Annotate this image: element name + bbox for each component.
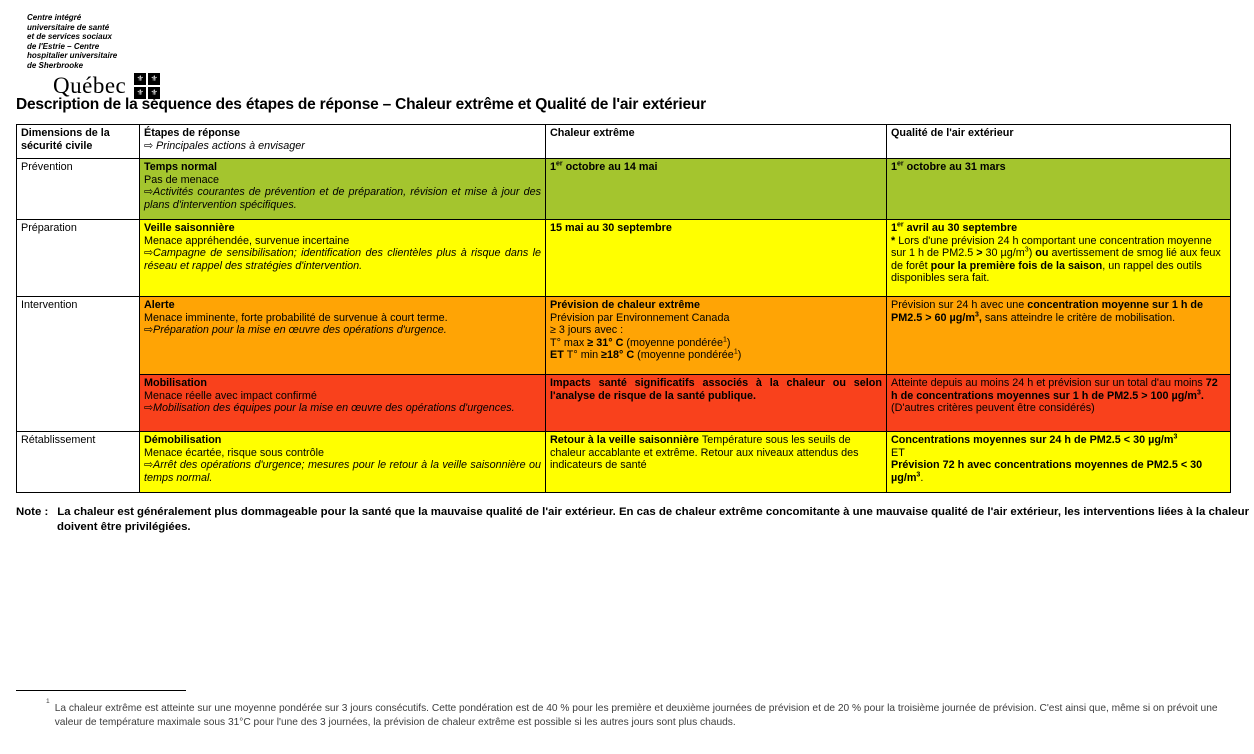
row-prevention: [17, 159, 1231, 220]
cell-mobilisation-etapes: Mobilisation Menace réelle avec impact confirmé ⇨Mobilisation des équipes pour la mise en œuvre des opérations d'urgences.: [140, 375, 546, 432]
flag-square-icon: ⚜: [134, 87, 146, 99]
header-etapes: Étapes de réponse ⇨ Principales actions à envisager: [140, 125, 546, 159]
header-qualite-air: Qualité de l'air extérieur: [887, 125, 1231, 159]
footnote-divider: [16, 690, 186, 691]
cell-retablissement-chaleur: Retour à la veille saisonnière Température sous les seuils de chaleur accablante et extrême. Retour aux niveaux attendus des indicateurs de santé: [546, 432, 887, 493]
cell-alerte-air: Prévision sur 24 h avec une concentration moyenne sur 1 h de PM2.5 > 60 $\mu g/m^3$, sans atteindre le critère de mobilisation.: [887, 297, 1231, 375]
row-retablissement: [17, 432, 1231, 493]
flag-square-icon: ⚜: [134, 73, 146, 85]
cell-preparation-air: 1er avril au 30 septembre * Lors d'une prévision 24 h comportant une concentration moyenne sur 1 h de PM2.5 > 30 $\mu g/m^3$) ou avertissement de smog lié aux feux de forêt pour la première fois de la saison, un rappel des outils disponibles sera fait.: [887, 220, 1231, 297]
page-title: Description de la séquence des étapes de réponse – Chaleur extrême et Qualité de l'air extérieur: [16, 96, 707, 113]
note-label: Note :: [16, 506, 49, 518]
note: [16, 505, 1254, 534]
row-alerte: [17, 297, 1231, 375]
row-label-retablissement: Rétablissement: [17, 432, 140, 493]
cell-mobilisation-air: Atteinte depuis au moins 24 h et prévision sur un total d'au moins 72 h de concentrations moyennes sur 1 h de PM2.5 > 100 $\mu g/m^3$. (D'autres critères peuvent être considérés): [887, 375, 1231, 432]
cell-mobilisation-chaleur: Impacts santé significatifs associés à la chaleur ou selon l'analyse de risque de la santé publique.: [546, 375, 887, 432]
footnote-text: La chaleur extrême est atteinte sur une moyenne pondérée sur 3 jours consécutifs. Cette pondération est de 40 % pour les première et deuxième journées de prévision et de 20 % pour la troisième journée de prévision. C'est ainsi que, même si on prévoit une valeur de température maximale sous 31°C pour l'une des 3 journées, la prévision de chaleur extrême est possible si les autres jours sont plus chauds.: [54, 703, 1218, 728]
cell-preparation-chaleur: 15 mai au 30 septembre: [546, 220, 887, 297]
org-name-line: de Sherbrooke: [27, 60, 84, 70]
row-label-prevention: Prévention: [17, 159, 140, 220]
cell-prevention-etapes: Temps normal Pas de menace ⇨Activités courantes de prévention et de préparation, révision et mise à jour des plans d'intervention spécifiques.: [140, 159, 546, 220]
table-header-row: [17, 125, 1231, 159]
org-name-line: hospitalier universitaire: [27, 51, 118, 60]
note-text: La chaleur est généralement plus dommageable pour la santé que la mauvaise qualité de l'air extérieur. En cas de chaleur extrême concomitante à une mauvaise qualité de l'air extérieur, les interventions liées à la chaleur doivent être privilégiées.: [57, 506, 1250, 533]
row-preparation: [17, 220, 1231, 297]
footnote: [16, 698, 1242, 729]
cell-prevention-chaleur: 1er octobre au 14 mai: [546, 159, 887, 220]
flag-square-icon: ⚜: [148, 73, 160, 85]
logo-block: [27, 13, 160, 99]
cell-prevention-air: 1er octobre au 31 mars: [887, 159, 1231, 220]
cell-alerte-etapes: Alerte Menace imminente, forte probabilité de survenue à court terme. ⇨Préparation pour la mise en œuvre des opérations d'urgence.: [140, 297, 546, 375]
flag-square-icon: ⚜: [148, 87, 160, 99]
footnote-marker: 1: [46, 698, 50, 705]
row-label-intervention: Intervention: [17, 297, 140, 432]
row-label-preparation: Préparation: [17, 220, 140, 297]
org-name-line: de l'Estrie – Centre: [27, 41, 100, 51]
cell-retablissement-etapes: Démobilisation Menace écartée, risque sous contrôle ⇨Arrêt des opérations d'urgence; mesures pour le retour à la veille saisonnière ou temps normal.: [140, 432, 546, 493]
org-name-line: et de services sociaux: [27, 32, 112, 41]
cell-alerte-chaleur: Prévision de chaleur extrême Prévision par Environnement Canada ≥ 3 jours avec : T° max ≥ 31° C (moyenne pondérée$^1$) ET T° min ≥18° C (moyenne pondérée$^1$): [546, 297, 887, 375]
org-name-line: universitaire de santé: [27, 22, 110, 32]
quebec-wordmark: Québec: [53, 73, 127, 98]
org-name: [27, 13, 160, 70]
cell-retablissement-air: Concentrations moyennes sur 24 h de PM2.5 < 30 $\mu g/m^3$ ET Prévision 72 h avec concentrations moyennes de PM2.5 < 30 $\mu g/m^3$.: [887, 432, 1231, 493]
org-name-line: Centre intégré: [27, 13, 82, 22]
row-mobilisation: [17, 375, 1231, 432]
cell-preparation-etapes: Veille saisonnière Menace appréhendée, survenue incertaine ⇨Campagne de sensibilisation; identification des clientèles plus à risque dans le réseau et rappel des stratégies d'intervention.: [140, 220, 546, 297]
header-dimensions: Dimensions de la sécurité civile: [17, 125, 140, 159]
header-chaleur-extreme: Chaleur extrême: [546, 125, 887, 159]
response-sequence-table: [16, 124, 1231, 493]
